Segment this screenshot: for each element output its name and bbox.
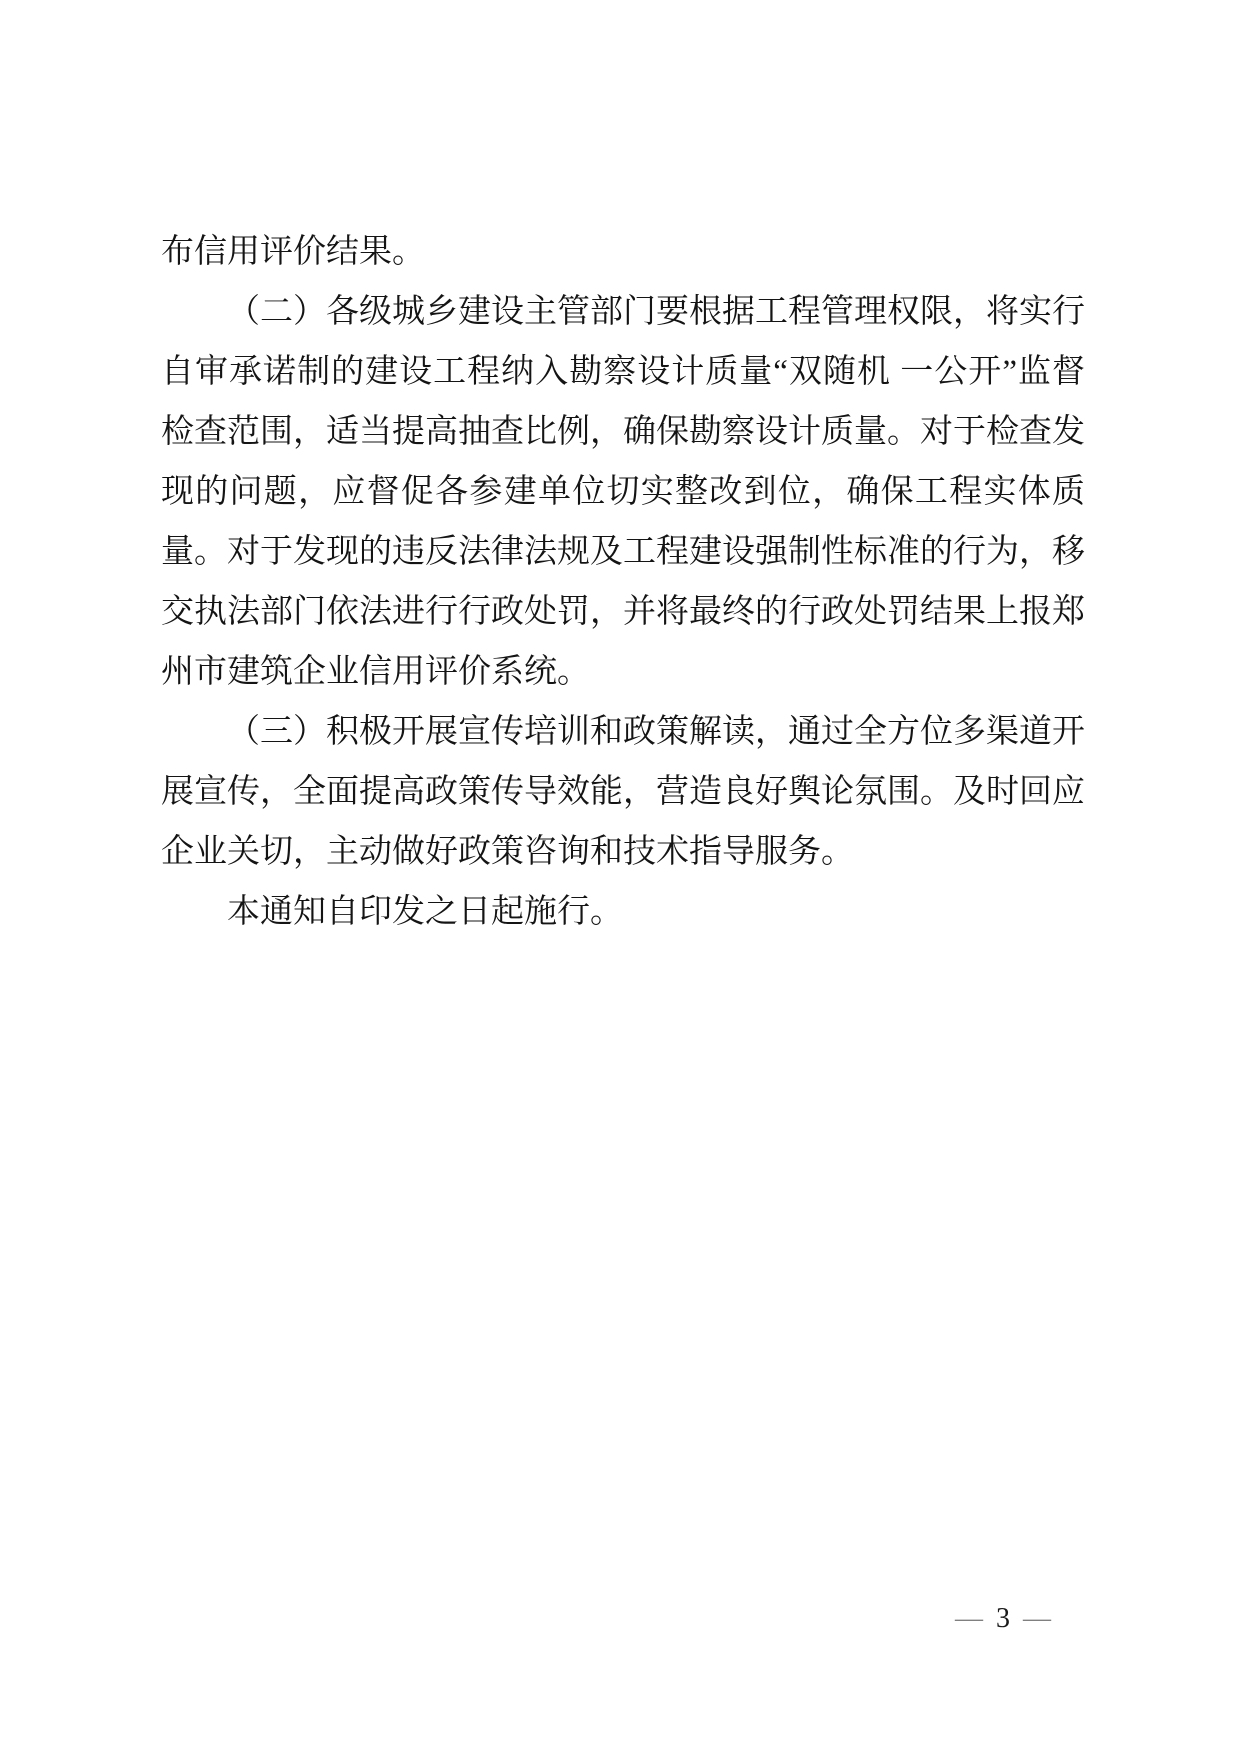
body-paragraph-effective-date: 本通知自印发之日起施行。 bbox=[227, 894, 623, 930]
body-paragraph-continuation: 布信用评价结果。 bbox=[161, 234, 425, 270]
page-number: 3 bbox=[996, 1603, 1010, 1634]
document-body bbox=[161, 222, 1085, 942]
page-number-dash-left: — bbox=[955, 1603, 983, 1634]
body-paragraph-item-2: （二）各级城乡建设主管部门要根据工程管理权限，将实行自审承诺制的建设工程纳入勘察设计质量“双随机 一公开”监督检查范围，适当提高抽查比例，确保勘察设计质量。对于检查发现的问题，应督促各参建单位切实整改到位，确保工程实体质量。对于发现的违反法律法规及工程建设强制性标准的行为，移交执法部门依法进行行政处罚，并将最终的行政处罚结果上报郑州市建筑企业信用评价系统。 bbox=[161, 294, 1085, 690]
page-number-dash-right: — bbox=[1023, 1603, 1051, 1634]
page-footer bbox=[955, 1602, 1051, 1636]
body-paragraph-item-3: （三）积极开展宣传培训和政策解读，通过全方位多渠道开展宣传，全面提高政策传导效能，营造良好舆论氛围。及时回应企业关切，主动做好政策咨询和技术指导服务。 bbox=[161, 714, 1085, 870]
